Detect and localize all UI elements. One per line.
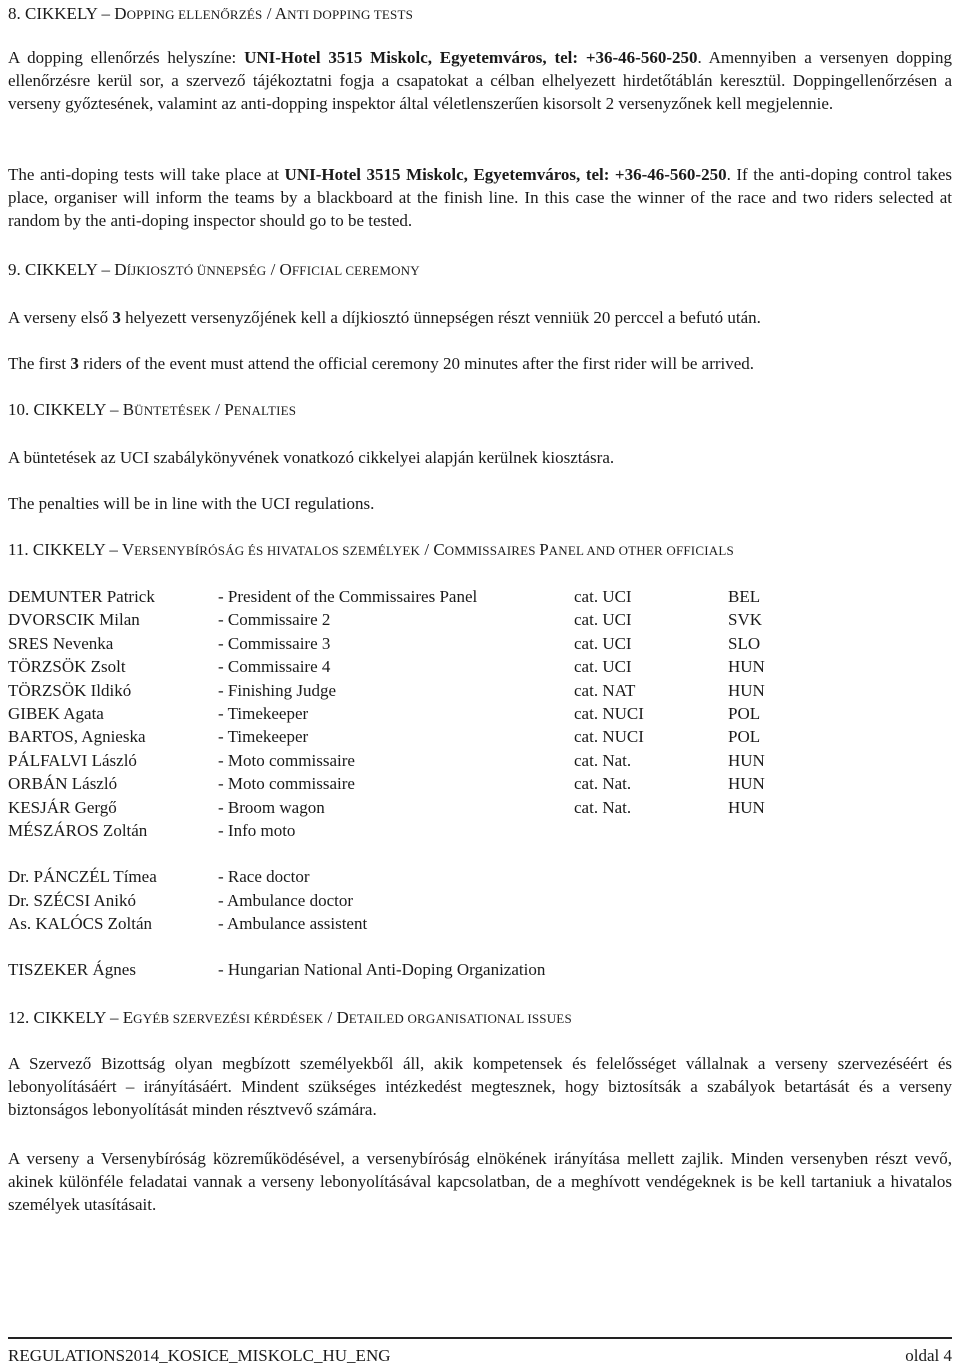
official-row — [8, 772, 808, 795]
footer-document-name: REGULATIONS2014_KOSICE_MISKOLC_HU_ENG — [8, 1346, 391, 1365]
antidoping-row — [8, 958, 808, 981]
text: The anti-doping tests will take place at — [8, 165, 285, 184]
official-row — [8, 585, 808, 608]
section-8-paragraph-hu — [8, 46, 952, 115]
count-bold: 3 — [70, 354, 79, 373]
official-role: - Race doctor — [218, 867, 310, 887]
official-row — [8, 796, 808, 819]
text: The first — [8, 354, 71, 373]
official-role: - Timekeeper — [218, 703, 309, 723]
official-role: - President of the Commissaires Panel — [218, 587, 478, 606]
official-name: KESJÁR Gergő — [8, 797, 117, 817]
dash: – — [105, 540, 122, 559]
official-nation: HUN — [728, 774, 765, 794]
official-name: SRES Nevenka — [8, 633, 114, 653]
title-en-initial: O — [279, 260, 292, 279]
title-hu-initial: V — [121, 540, 135, 559]
official-row — [8, 819, 808, 842]
slash: / — [211, 400, 225, 419]
title-hu-rest: ÜNTETÉSEK — [134, 403, 212, 418]
text: riders of the event must attend the official ceremony 20 minutes after the first rider will be arrived. — [78, 354, 755, 373]
address-bold: UNI-Hotel 3515 Miskolc, Egyetemváros, tel: +36-46-560-250 — [284, 165, 727, 184]
text: . Amennyiben a versenyen dopping ellenőrzésre kerül sor, a szervező tájékoztatni fogja a csapatokat a célban elhelyezett hirdetőtáblán keresztül. Doppingellenőrzésen a verseny győztesének, valamint az anti-dopping inspektor által véletlenszerűen kisorsolt 2 versenyzőnek kell megjelennie. — [8, 48, 953, 113]
official-category: cat. Nat. — [574, 797, 632, 817]
official-role: - Info moto — [218, 820, 296, 840]
official-row — [8, 702, 808, 725]
official-name: PÁLFALVI László — [8, 750, 137, 770]
official-role: - Commissaire 4 — [218, 657, 331, 677]
official-name: As. KALÓCS Zoltán — [8, 914, 153, 934]
footer-page-number: oldal 4 — [905, 1346, 952, 1365]
section-10-paragraph-en: The penalties will be in line with the UCI regulations. — [8, 494, 375, 513]
official-name: Dr. SZÉCSI Anikó — [8, 890, 136, 910]
medical-row — [8, 912, 808, 935]
official-role: - Commissaire 3 — [218, 633, 331, 653]
official-role: - Finishing Judge — [218, 680, 337, 700]
official-name: TISZEKER Ágnes — [8, 960, 136, 980]
official-category: cat. NUCI — [574, 703, 644, 723]
official-role: - Moto commissaire — [218, 750, 355, 770]
official-row — [8, 679, 808, 702]
title-hu-rest: GYÉB SZERVEZÉSI KÉRDÉSEK — [133, 1011, 324, 1026]
official-name: BARTOS, Agnieska — [8, 727, 146, 747]
title-en-initial: A — [274, 4, 288, 23]
title-en-initial: P — [224, 400, 234, 419]
official-name: GIBEK Agata — [8, 703, 104, 723]
medical-row — [8, 889, 808, 912]
official-nation: POL — [728, 727, 761, 747]
text: helyezett versenyzőjének kell a díjkiosztó ünnepségen részt venniük 20 perccel a befutó után. — [120, 308, 761, 327]
dash: – — [105, 400, 123, 419]
official-nation: HUN — [728, 797, 765, 817]
official-role: - Commissaire 2 — [218, 610, 331, 630]
officials-roster — [8, 585, 808, 982]
official-name: Dr. PÁNCZÉL Tímea — [8, 867, 157, 887]
slash: / — [420, 540, 434, 559]
section-number: 10. — [8, 400, 34, 419]
title-en-initial-2: P — [539, 540, 549, 559]
official-category: cat. UCI — [574, 610, 632, 630]
section-12-paragraph-1: A Szervező Bizottság olyan megbízott személyekből áll, akik kompetensek és felelősséget vállalnak a verseny szervezéséért és lebonyolításáért – irányításáért. Mindent szükséges intézkedést megtesznek, hogy biztosítsák a szabályok betartását és a verseny biztonságos lebonyolítását minden résztvevő számára. — [8, 1054, 952, 1119]
dash: – — [97, 4, 115, 23]
official-nation: HUN — [728, 657, 765, 677]
official-role: - Hungarian National Anti-Doping Organization — [218, 960, 546, 980]
official-category: cat. NAT — [574, 680, 636, 700]
official-nation: POL — [728, 703, 761, 723]
title-en-rest: FFICIAL CEREMONY — [291, 263, 420, 278]
official-category: cat. NUCI — [574, 727, 644, 747]
slash: / — [323, 1008, 337, 1027]
title-hu-initial: D — [114, 4, 127, 23]
official-role: - Ambulance doctor — [218, 890, 354, 910]
official-name: DEMUNTER Patrick — [8, 587, 155, 606]
address-bold: UNI-Hotel 3515 Miskolc, Egyetemváros, tel: +36-46-560-250 — [244, 48, 698, 67]
official-role: - Moto commissaire — [218, 774, 355, 794]
title-en-rest: ETAILED ORGANISATIONAL ISSUES — [348, 1011, 572, 1026]
section-12-heading — [8, 1008, 572, 1029]
official-role: - Timekeeper — [218, 727, 309, 747]
official-row — [8, 725, 808, 748]
section-10-heading — [8, 400, 296, 421]
title-hu-rest: ERSENYBÍRÓSÁG ÉS HIVATALOS SZEMÉLYEK — [134, 543, 421, 558]
slash: / — [262, 4, 275, 23]
official-category: cat. UCI — [574, 633, 632, 653]
section-12-paragraph-2: A verseny a Versenybíróság közreműködésével, a versenybíróság elnökének irányítása mellett zajlik. Minden versenyben részt vevő, akinek különféle feladatai vannak a verseny lebonyolításával kapcsolatban, de a meghívott vendégeknek is be kell tartaniuk a hivatalos személyek utasításait. — [8, 1149, 952, 1214]
official-nation: SLO — [728, 633, 761, 653]
footer-divider — [8, 1337, 952, 1339]
title-hu-rest: OPPING ELLENŐRZÉS — [126, 7, 263, 22]
section-keyword: CIKKELY — [25, 260, 98, 279]
title-en-rest: ENALTIES — [233, 403, 297, 418]
section-number: 8. — [8, 4, 25, 23]
section-number: 12. — [8, 1008, 34, 1027]
section-11-heading — [8, 540, 734, 561]
official-row — [8, 749, 808, 772]
title-hu-initial: E — [122, 1008, 134, 1027]
official-name: ORBÁN László — [8, 774, 118, 794]
slash: / — [266, 260, 280, 279]
section-9-paragraph-hu — [8, 306, 952, 329]
dash: – — [97, 260, 115, 279]
text: A verseny első — [8, 308, 113, 327]
section-number: 11. — [8, 540, 33, 559]
official-category: cat. Nat. — [574, 750, 632, 770]
section-keyword: CIKKELY — [33, 1008, 106, 1027]
official-role: - Broom wagon — [218, 797, 325, 817]
title-hu-rest: ÍJKIOSZTÓ ÜNNEPSÉG — [126, 263, 267, 278]
section-keyword: CIKKELY — [25, 4, 98, 23]
official-row — [8, 608, 808, 631]
official-name: DVORSCIK Milan — [8, 610, 140, 630]
official-nation: BEL — [728, 587, 761, 606]
section-keyword: CIKKELY — [33, 400, 106, 419]
count-bold: 3 — [112, 308, 121, 327]
title-hu-initial: B — [122, 400, 135, 419]
dash: – — [105, 1008, 123, 1027]
official-name: TÖRZSÖK Ildikó — [8, 680, 132, 700]
section-keyword: CIKKELY — [32, 540, 106, 559]
official-name: TÖRZSÖK Zsolt — [8, 657, 126, 677]
title-en-initial: C — [433, 540, 445, 559]
medical-row — [8, 865, 808, 888]
official-category: cat. Nat. — [574, 774, 632, 794]
official-name: MÉSZÁROS Zoltán — [8, 820, 148, 840]
official-category: cat. UCI — [574, 657, 632, 677]
title-en-rest: OMMISSAIRES — [444, 543, 540, 558]
title-en-rest: NTI DOPPING TESTS — [287, 7, 414, 22]
section-10-paragraph-hu: A büntetések az UCI szabálykönyvének vonatkozó cikkelyei alapján kerülnek kiosztásra. — [8, 448, 615, 467]
section-9-heading — [8, 260, 420, 281]
text: . If the anti-doping control takes place, organiser will inform the teams by a blackboard at the finish line. In this case the winner of the race and two riders selected at random by the anti-doping inspector should go to be tested. — [8, 165, 952, 230]
official-role: - Ambulance assistent — [218, 914, 368, 934]
section-number: 9. — [8, 260, 25, 279]
title-en-initial: D — [336, 1008, 349, 1027]
section-8-paragraph-en — [8, 163, 952, 232]
official-nation: SVK — [728, 610, 763, 630]
official-row — [8, 632, 808, 655]
official-nation: HUN — [728, 750, 765, 770]
title-hu-initial: D — [114, 260, 127, 279]
official-row — [8, 655, 808, 678]
official-nation: HUN — [728, 680, 765, 700]
title-en-rest-2: ANEL AND OTHER OFFICIALS — [548, 543, 734, 558]
section-8-heading — [8, 4, 413, 25]
text: A dopping ellenőrzés helyszíne: — [8, 48, 245, 67]
section-9-paragraph-en — [8, 352, 952, 375]
official-category: cat. UCI — [574, 587, 632, 606]
